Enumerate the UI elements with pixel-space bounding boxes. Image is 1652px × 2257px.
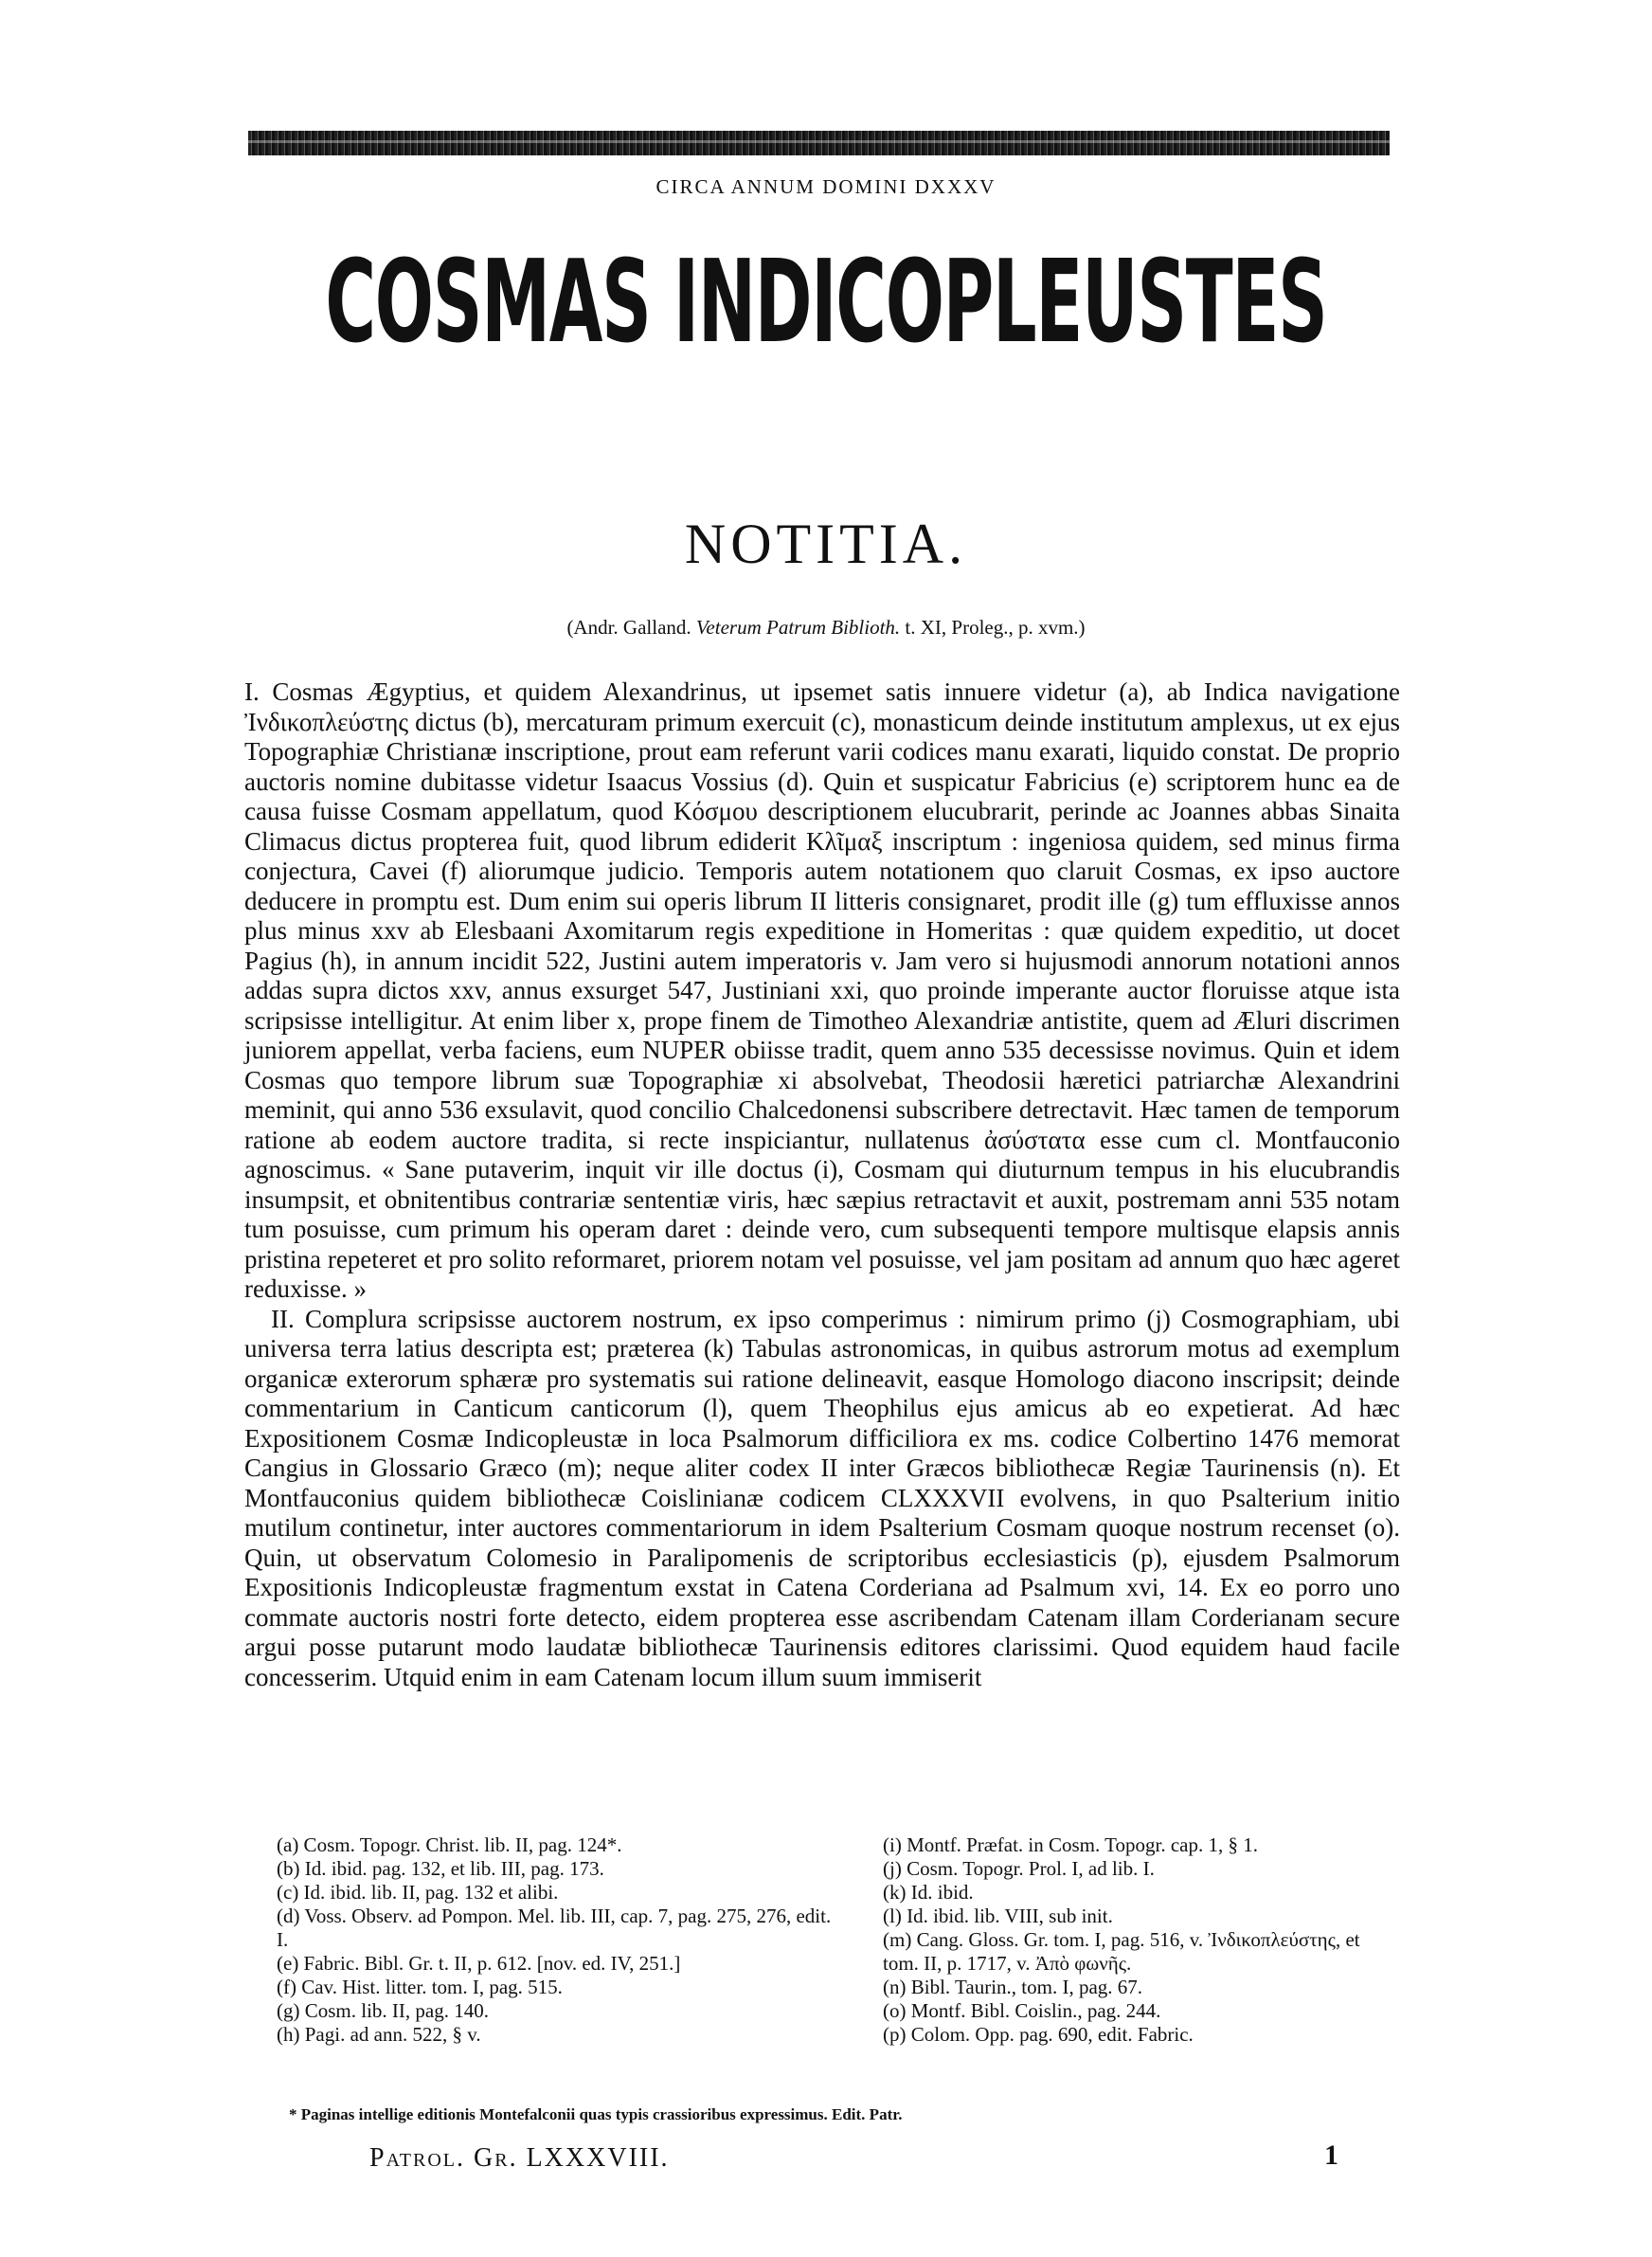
footnote-k: (k) Id. ibid. [883, 1881, 974, 1904]
footnote-f: (f) Cav. Hist. litter. tom. I, pag. 515. [277, 1976, 563, 1998]
volume-footer: Patrol. Gr. LXXXVIII. [369, 2143, 670, 2173]
footnote-m: (m) Cang. Gloss. Gr. tom. I, pag. 516, v. Ἰνδικοπλεύστης, et tom. II, p. 1717, v. Ἀπὸ φωνῆς. [883, 1928, 1360, 1975]
footnote-a: (a) Cosm. Topogr. Christ. lib. II, pag. 124*. [277, 1833, 622, 1856]
section-heading: NOTITIA. [684, 513, 968, 575]
footnote-e: (e) Fabric. Bibl. Gr. t. II, p. 612. [nov. ed. IV, 251.] [277, 1952, 681, 1975]
source-citation [0, 616, 1652, 640]
paragraph-2: II. Complura scripsisse auctorem nostrum, ex ipso comperimus : nimirum primo (j) Cosmographiam, ubi universa terra latius descripta est; præterea (k) Tabulas astronomicas, in quibus astrorum motus ad exemplum organicæ exterorum sphæræ pro systematis sui ratione delineavit, easque Homologo diacono inscripsit; deinde commentarium in Canticum canticorum (l), quem Theophilus ejus amicus ab eo expetierat. Ad hæc Expositionem Cosmæ Indicopleustæ in loca Psalmorum difficiliora ex ms. codice Colbertino 1476 memorat Cangius in Glossario Græco (m); neque aliter codex II inter Græcos bibliothecæ Regiæ Taurinensis (n). Et Montfauconius quidem bibliothecæ Coislinianæ codicem CLXXXVII evolvens, in quo Psalterium initio mutilum continetur, inter auctores commentariorum in idem Psalterium Cosmam quoque nostrum recenset (o). Quin, ut observatum Colomesio in Paralipomenis de scriptoribus ecclesiasticis (p), ejusdem Psalmorum Expositionis Indicopleustæ fragmentum exstat in Catena Corderiana ad Psalmum xvi, 14. Ex eo porro uno commate auctoris nostri forte detecto, eidem propterea esse ascribendam Catenam illam Corderianam secure argui posse putarunt modo laudatæ bibliothecæ Taurinensis editores clarissimi. Quod equidem haud facile concesserim. Utquid enim in eam Catenam locum illum suum immiserit [244, 1304, 1400, 1691]
footnote-o: (o) Montf. Bibl. Coislin., pag. 244. [883, 1999, 1161, 2022]
top-decorative-rule [248, 131, 1390, 155]
footnote-b: (b) Id. ibid. pag. 132, et lib. III, pag. 173. [277, 1857, 604, 1880]
footnotes-left-column [277, 1833, 840, 2047]
body-text [244, 677, 1400, 1692]
page-title: COSMAS INDICOPLEUSTES [325, 234, 1327, 369]
paragraph-1: I. Cosmas Ægyptius, et quidem Alexandrinus, ut ipsemet satis innuere videtur (a), ab Indica navigatione Ἰνδικοπλεύστης dictus (b), mercaturam primum exercuit (c), monasticum deinde institutum amplexus, ut ex ejus Topographiæ Christianæ inscriptione, prout eam referunt varii codices manu exarati, liquido constat. De proprio auctoris nomine dubitasse videtur Isaacus Vossius (d). Quin et suspicatur Fabricius (e) scriptorem hunc ea de causa fuisse Cosmam appellatum, quod Κόσμου descriptionem elucubrarit, perinde ac Joannes abbas Sinaita Climacus dictus propterea fuit, quod librum ediderit Κλῖμαξ inscriptum : ingeniosa quidem, sed minus firma conjectura, Cavei (f) aliorumque judicio. Temporis autem notationem quo claruit Cosmas, ex ipso auctore deducere in promptu est. Dum enim sui operis librum II litteris consignaret, prodit ille (g) tum effluxisse annos plus minus xxv ab Elesbaani Axomitarum regis expeditione in Homeritas : quæ quidem expeditio, ut docet Pagius (h), in annum incidit 522, Justini autem imperatoris v. Jam vero si hujusmodi annorum notationi annos addas supra dictos xxv, annus exsurget 547, Justiniani xxi, quo proinde imperante auctor floruisse atque ista scripsisse intelligitur. At enim liber x, prope finem de Timotheo Alexandriæ antistite, quem ad Æluri discrimen juniorem appellat, verba faciens, eum NUPER obiisse tradit, quem anno 535 decessisse novimus. Quin et idem Cosmas quo tempore librum suæ Topographiæ xi absolvebat, Theodosii hæretici patriarchæ Alexandrini meminit, qui anno 536 exsulavit, quod concilio Chalcedonensi subscribere detrectavit. Hæc tamen de temporum ratione ab eodem auctore tradita, si recte inspiciantur, nullatenus ἀσύστατα esse cum cl. Montfauconio agnoscimus. « Sane putaverim, inquit vir ille doctus (i), Cosmam qui diuturnum tempus in his elucubrandis insumpsit, et obnitentibus contrariæ sententiæ viris, hæc sæpius retractavit et auxit, postremam anni 535 notam tum posuisse, cum primum his operam daret : deinde vero, cum subsequenti tempore multisque elapsis annis pristina repeteret et pro solito reformaret, priorem notam vel posuisse, vel jam positam ad annum quo hæc ageret reduxisse. » [244, 677, 1400, 1303]
source-suffix: t. XI, Proleg., p. xvm.) [905, 616, 1086, 639]
date-line: CIRCA ANNUM DOMINI DXXXV [655, 175, 997, 198]
editor-note: * Paginas intellige editionis Montefalconii quas typis crassioribus expressimus. Edit. Patr. [289, 2105, 903, 2123]
footnotes-right-column [883, 1833, 1394, 2047]
footnote-h: (h) Pagi. ad ann. 522, § v. [277, 2023, 481, 2046]
footnote-i: (i) Montf. Præfat. in Cosm. Topogr. cap. 1, § 1. [883, 1833, 1258, 1856]
page-number: 1 [1324, 2140, 1338, 2171]
footnote-n: (n) Bibl. Taurin., tom. I, pag. 67. [883, 1976, 1143, 1998]
footnote-c: (c) Id. ibid. lib. II, pag. 132 et alibi. [277, 1881, 559, 1904]
footnote-p: (p) Colom. Opp. pag. 690, edit. Fabric. [883, 2023, 1194, 2046]
footnote-l: (l) Id. ibid. lib. VIII, sub init. [883, 1905, 1113, 1927]
source-prefix: (Andr. Galland. [566, 616, 691, 639]
source-title: Veterum Patrum Biblioth. [695, 616, 901, 639]
footnote-g: (g) Cosm. lib. II, pag. 140. [277, 1999, 489, 2022]
footnote-j: (j) Cosm. Topogr. Prol. I, ad lib. I. [883, 1857, 1155, 1880]
footnote-d: (d) Voss. Observ. ad Pompon. Mel. lib. III, cap. 7, pag. 275, 276, edit. I. [277, 1905, 832, 1951]
